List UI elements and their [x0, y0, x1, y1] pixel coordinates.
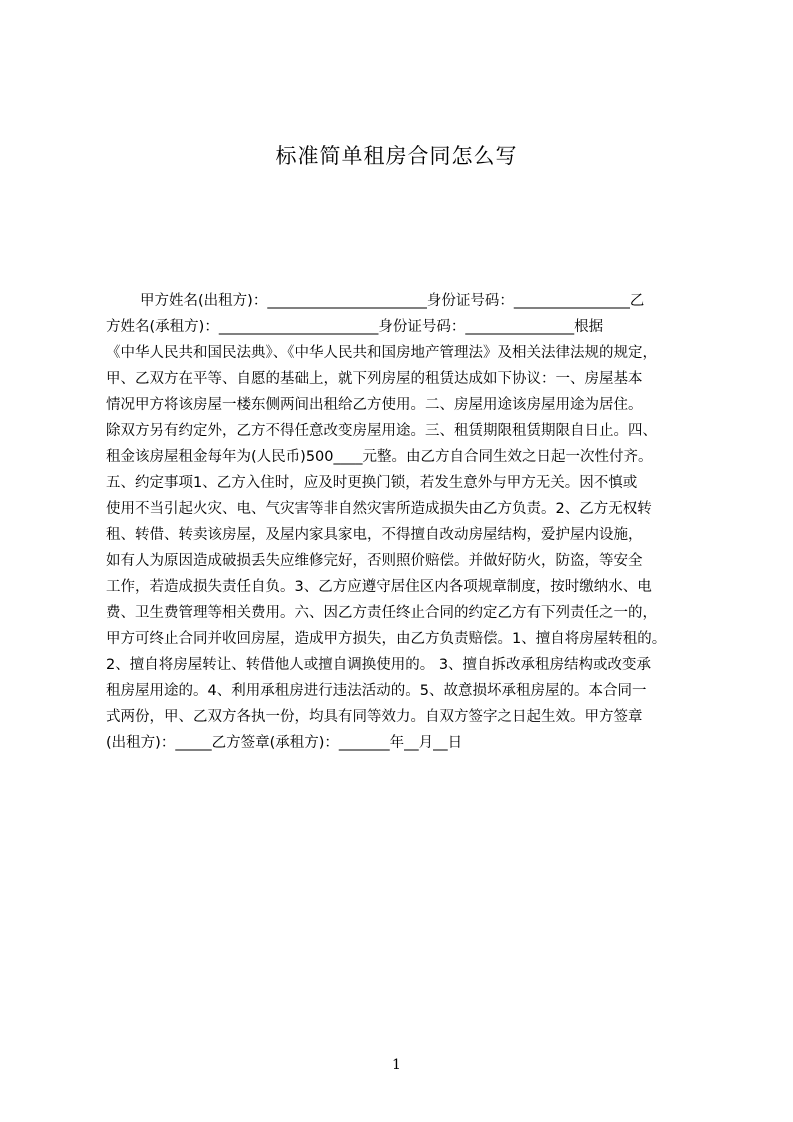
contract-line: 甲、乙双方在平等、自愿的基础上，就下列房屋的租赁达成如下协议：一、房屋基本 — [106, 371, 643, 387]
contract-line: 如有人为原因造成破损丢失应维修完好，否则照价赔偿。并做好防火，防盗，等安全 — [106, 553, 643, 569]
contract-line: 工作，若造成损失责任自负。3、乙方应遵守居住区内各项规章制度，按时缴纳水、电 — [106, 579, 652, 595]
contract-line: 五、约定事项1、乙方入住时，应及时更换门锁，若发生意外与甲方无关。因不慎或 — [106, 475, 638, 491]
contract-line: 租房屋用途的。4、利用承租房进行违法活动的。5、故意损坏承租房屋的。本合同一 — [106, 683, 647, 699]
contract-line: 方姓名(承租方)：______________________身份证号码：_______________根据 — [106, 319, 604, 335]
contract-line: 租金该房屋租金每年为(人民币)500____元整。由乙方自合同生效之日起一次性付齐。 — [106, 449, 653, 465]
contract-line: 使用不当引起火灾、电、气灾害等非自然灾害所造成损失由乙方负责。2、乙方无权转 — [106, 501, 652, 517]
contract-line: 甲方姓名(出租方)：______________________身份证号码：________________乙 — [140, 293, 645, 309]
contract-line: 情况甲方将该房屋一楼东侧两间出租给乙方使用。二、房屋用途该房屋用途为居住。 — [106, 397, 643, 413]
contract-line: 式两份，甲、乙双方各执一份，均具有同等效力。自双方签字之日起生效。甲方签章 — [106, 709, 643, 725]
contract-line: 费、卫生费管理等相关费用。六、因乙方责任终止合同的约定乙方有下列责任之一的， — [106, 605, 657, 621]
contract-line: 《中华人民共和国民法典》、《中华人民共和国房地产管理法》及相关法律法规的规定， — [106, 345, 657, 361]
contract-body — [106, 288, 698, 756]
page-number: 1 — [392, 1057, 401, 1073]
contract-line: (出租方)：_____乙方签章(承租方)：_______年__月__日 — [106, 735, 463, 751]
contract-line: 甲方可终止合同并收回房屋，造成甲方损失，由乙方负责赔偿。1、擅自将房屋转租的。 — [106, 631, 667, 647]
contract-line: 2、擅自将房屋转让、转借他人或擅自调换使用的。 3、擅自拆改承租房结构或改变承 — [106, 657, 652, 673]
contract-line: 租、转借、转卖该房屋，及屋内家具家电，不得擅自改动房屋结构，爱护屋内设施， — [106, 527, 643, 543]
contract-line: 除双方另有约定外，乙方不得任意改变房屋用途。三、租赁期限租赁期限自日止。四、 — [106, 423, 657, 439]
document-title: 标准简单租房合同怎么写 — [275, 144, 518, 168]
